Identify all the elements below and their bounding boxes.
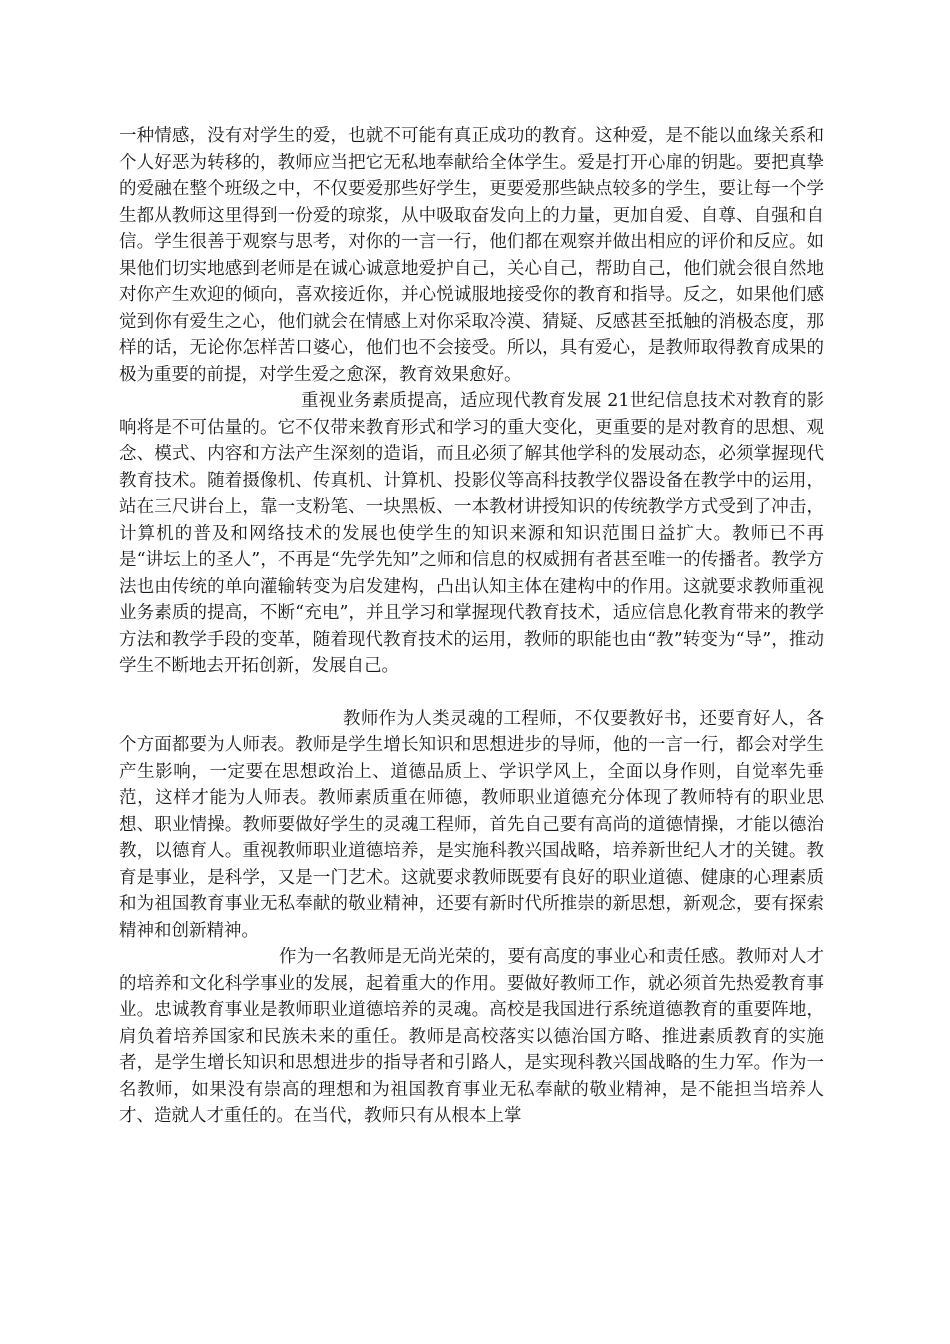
document-page	[119, 123, 824, 1130]
paragraph-dedication-to-education: 作为一名教师是无尚光荣的，要有高度的事业心和责任感。教师对人才的培养和文化科学事业的发展，起着重大的作用。要做好教师工作，就必须首先热爱教育事业。忠诚教育事业是教师职业道德培养的灵魂。高校是我国进行系统道德教育的重要阵地，肩负着培养国家和民族未来的重任。教师是高校落实以德治国方略、推进素质教育的实施者，是学生增长知识和思想进步的指导者和引路人，是实现科教兴国战略的生力军。作为一名教师，如果没有崇高的理想和为祖国教育事业无私奉献的敬业精神，是不能担当培养人才、造就人才重任的。在当代，教师只有从根本上掌	[119, 947, 824, 1126]
paragraph-professional-quality: 重视业务素质提高，适应现代教育发展 21世纪信息技术对教育的影响将是不可估量的。它不仅带来教育形式和学习的重大变化，更重要的是对教育的思想、观念、模式、内容和方法产生深刻的造诣，而且必须了解其他学科的发展动态，必须掌握现代教育技术。随着摄像机、传真机、计算机、投影仪等高科技教学仪器设备在教学中的运用，站在三尺讲台上，靠一支粉笔、一块黑板、一本教材讲授知识的传统教学方式受到了冲击，计算机的普及和网络技术的发展也使学生的知识来源和知识范围日益扩大。教师已不再是“讲坛上的圣人”，不再是“先学先知”之师和信息的权威拥有者甚至唯一的传播者。教学方法也由传统的单向灌输转变为启发建构，凸出认知主体在建构中的作用。这就要求教师重视业务素质的提高，不断“充电”，并且学习和掌握现代教育技术，适应信息化教育带来的教学方法和教学手段的变革，随着现代教育技术的运用，教师的职能也由“教”转变为“导”，推动学生不断地去开拓创新，发展自己。	[119, 391, 824, 676]
paragraph-teacher-as-role-model: 教师作为人类灵魂的工程师，不仅要教好书，还要育好人，各个方面都要为人师表。教师是学生增长知识和思想进步的导师，他的一言一行，都会对学生产生影响，一定要在思想政治上、道德品质上、学识学风上，全面以身作则，自觉率先垂范，这样才能为人师表。教师素质重在师德，教师职业道德充分体现了教师特有的职业思想、职业情操。教师要做好学生的灵魂工程师，首先自己要有高尚的道德情操，才能以德治教，以德育人。重视教师职业道德培养，是实施科教兴国战略，培养新世纪人才的关键。教育是事业，是科学，又是一门艺术。这就要求教师既要有良好的职业道德、健康的心理素质和为祖国教育事业无私奉献的敬业精神，还要有新时代所推崇的新思想，新观念，要有探索精神和创新精神。	[119, 708, 824, 941]
paragraph-love-of-students: 一种情感，没有对学生的爱，也就不可能有真正成功的教育。这种爱，是不能以血缘关系和个人好恶为转移的，教师应当把它无私地奉献给全体学生。爱是打开心扉的钥匙。要把真挚的爱融在整个班级之中，不仅要爱那些好学生，更要爱那些缺点较多的学生，要让每一个学生都从教师这里得到一份爱的琼浆，从中吸取奋发向上的力量，更加自爱、自尊、自强和自信。学生很善于观察与思考，对你的一言一行，他们都在观察并做出相应的评价和反应。如果他们切实地感到老师是在诚心诚意地爱护自己，关心自己，帮助自己，他们就会很自然地对你产生欢迎的倾向，喜欢接近你，并心悦诚服地接受你的教育和指导。反之，如果他们感觉到你有爱生之心，他们就会在情感上对你采取冷漠、猜疑、反感甚至抵触的消极态度，那样的话，无论你怎样苦口婆心，他们也不会接受。所以，具有爱心，是教师取得教育成果的极为重要的前提，对学生爱之愈深，教育效果愈好。	[119, 126, 824, 385]
